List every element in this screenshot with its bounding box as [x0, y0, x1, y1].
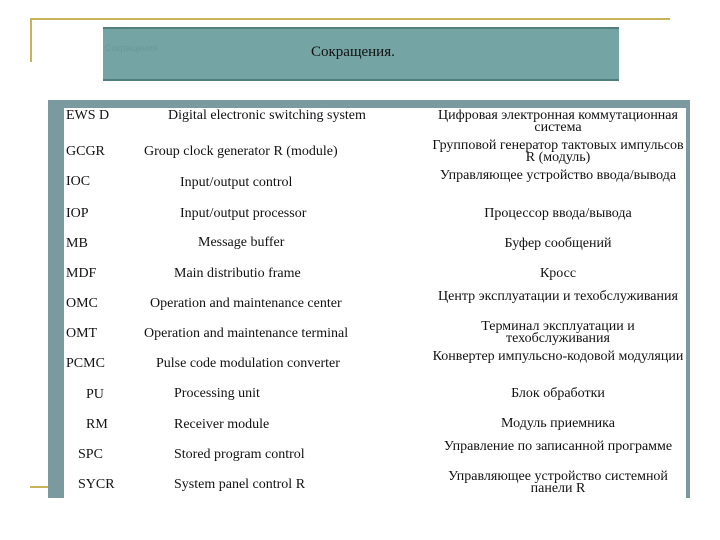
abbr-cell: OMT [66, 326, 98, 341]
russian-cell: Модуль приемника [501, 416, 615, 431]
english-cell: Pulse code modulation converter [156, 356, 340, 371]
english-cell: Group clock generator R (module) [144, 144, 338, 159]
english-cell: System panel control R [174, 477, 306, 492]
russian-cell: Конвертер импульсно-кодовой модуляции [432, 349, 684, 364]
table-row [48, 440, 690, 470]
table-row [48, 230, 690, 260]
decorative-top-line [30, 18, 670, 20]
decorative-left-line [30, 18, 32, 62]
table-row [48, 170, 690, 200]
table-row [48, 320, 690, 350]
abbr-cell: OMC [66, 296, 98, 311]
russian-cell: Управляющее устройство ввода/вывода [439, 168, 677, 183]
page-title: Сокращения. [311, 44, 395, 60]
abbr-cell: SPC [78, 447, 103, 462]
russian-cell: Управляющее устройство системной панели R [448, 469, 668, 496]
table-row [48, 290, 690, 320]
english-cell: Input/output processor [180, 206, 307, 221]
russian-cell: Блок обработки [511, 386, 605, 401]
table-row [48, 200, 690, 230]
russian-cell: Кросс [539, 266, 577, 281]
abbr-cell: RM [86, 417, 108, 432]
table-row [48, 140, 690, 170]
russian-cell: Буфер сообщений [504, 236, 612, 251]
english-cell: Receiver module [174, 417, 270, 432]
abbr-cell: SYCR [78, 477, 115, 492]
table-row [48, 260, 690, 290]
russian-cell: Терминал эксплуатации и техобслуживания [481, 319, 635, 346]
english-cell: Stored program control [174, 447, 305, 462]
table-row [48, 110, 690, 140]
abbr-cell: EWS D [66, 108, 110, 123]
russian-cell: Центр эксплуатации и техобслуживания [438, 289, 678, 304]
abbr-cell: MB [66, 236, 88, 251]
russian-cell: Цифровая электронная коммутационная система [438, 108, 678, 135]
english-cell: Input/output control [180, 175, 293, 190]
table-row [48, 380, 690, 410]
abbr-cell: GCGR [66, 144, 105, 159]
english-cell: Operation and maintenance terminal [144, 326, 349, 341]
english-cell: Digital electronic switching system [168, 108, 366, 123]
russian-cell: Процессор ввода/вывода [484, 206, 632, 221]
title-banner [103, 27, 619, 81]
abbr-cell: IOP [66, 206, 89, 221]
table-row [48, 350, 690, 380]
english-cell: Processing unit [174, 386, 260, 401]
abbr-cell: PU [86, 387, 104, 402]
russian-cell: Управление по записанной программе [443, 439, 673, 454]
table-row [48, 410, 690, 440]
russian-cell: Групповой генератор тактовых импульсов R (модуль) [432, 138, 684, 165]
abbr-cell: MDF [66, 266, 97, 281]
table-row [48, 470, 690, 500]
abbr-cell: PCMC [66, 356, 105, 371]
english-cell: Message buffer [198, 235, 285, 250]
english-cell: Operation and maintenance center [150, 296, 342, 311]
abbr-cell: IOC [66, 174, 91, 189]
title-small-label: Сокращения [105, 43, 158, 53]
english-cell: Main distributio frame [174, 266, 301, 281]
